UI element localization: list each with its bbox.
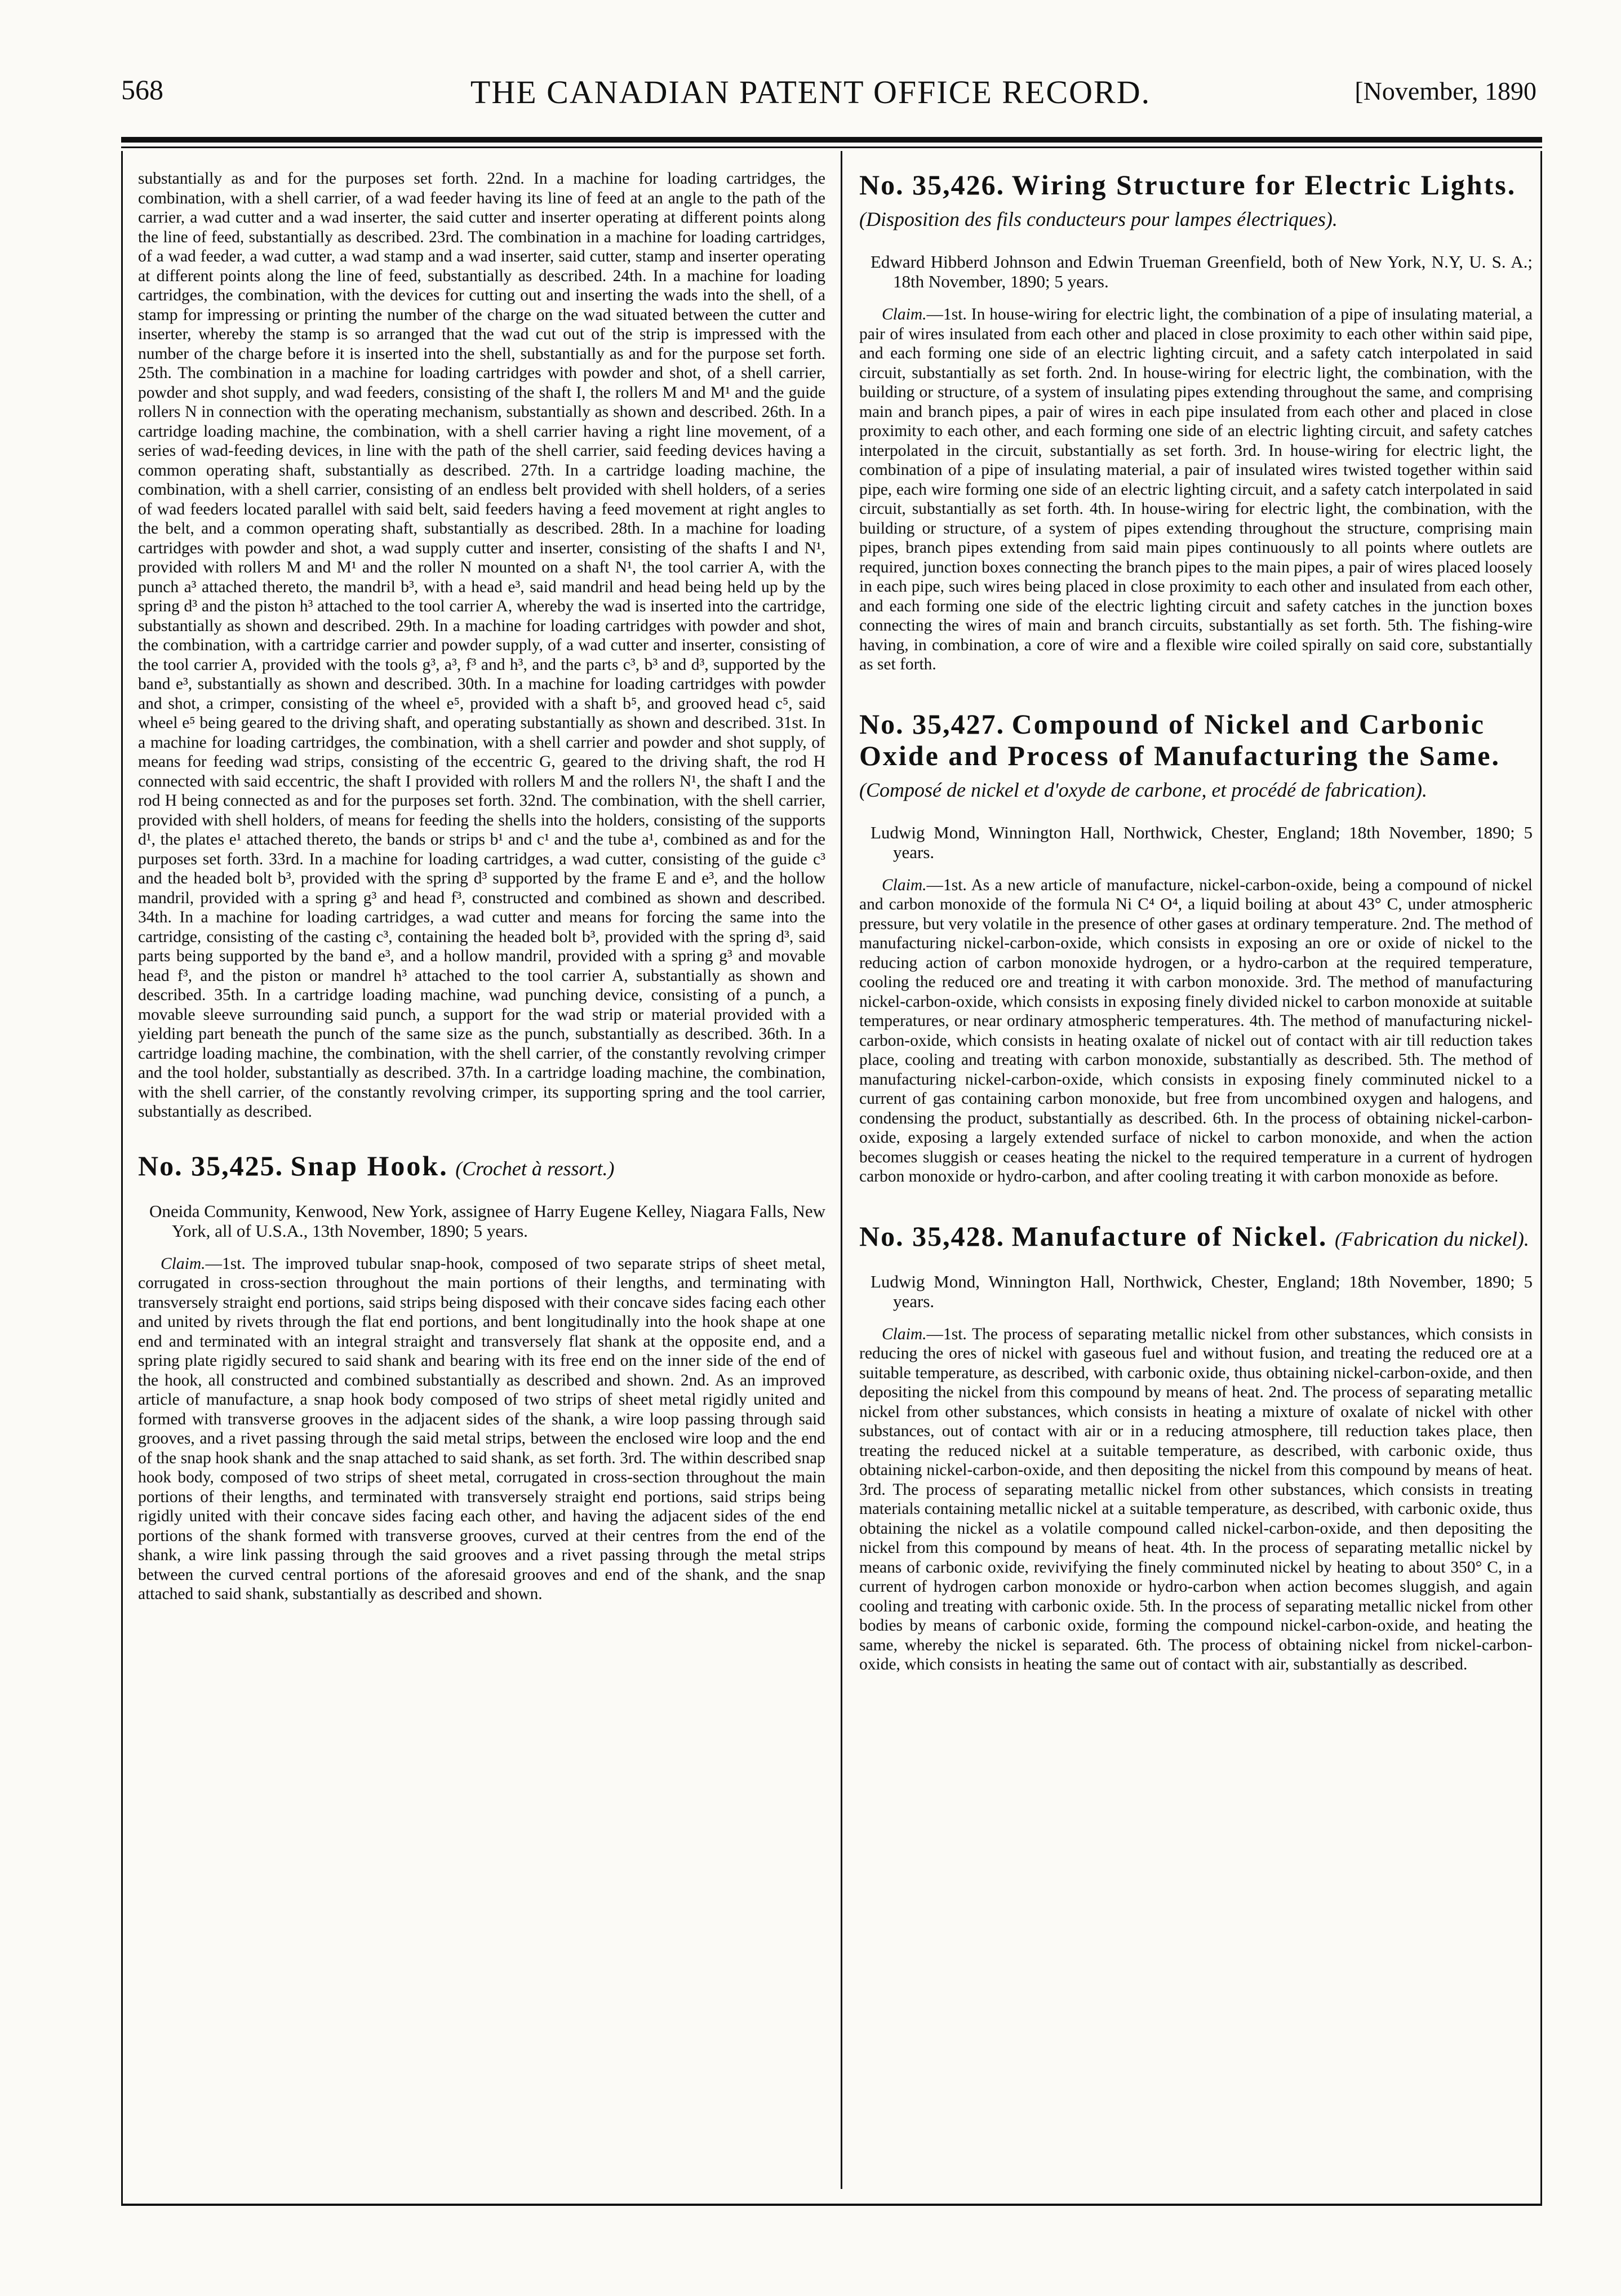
patent-heading — [859, 708, 1533, 806]
claim-label: Claim. — [882, 1325, 927, 1343]
patent-title: Snap Hook. — [290, 1149, 448, 1182]
right-column — [859, 169, 1533, 2189]
patent-french-title: (Composé de nickel et d'oxyde de carbone, et procédé de fabrication). — [859, 778, 1428, 801]
patent-title: Compound of Nickel and Carbonic Oxide and Process of Manufacturing the Same. — [859, 708, 1500, 771]
claim-label: Claim. — [161, 1254, 206, 1273]
patent-heading — [859, 169, 1533, 235]
claim-text: —1st. In house-wiring for electric light, the combination of a pipe of insulating material, a pair of wires insulated from each other and placed in close proximity to each other within said pipe, and each forming one side of an electric lighting circuit, and a safety catch interpolated in said circuit, substantially as set forth. 2nd. In house-wiring for electric light, the combination, with the building or structure, of a system of insulating pipes extending throughout the same, and comprising main and branch pipes, a pair of wires in each pipe insulated from each other and placed in close proximity to each other, and each forming one side of an electric lighting circuit, and safety catches interpolated in the circuit, substantially as set forth. 3rd. In house-wiring for electric light, the combination of a pipe of insulating material, a pair of insulated wires twisted together within said pipe, each wire forming one side of an electric lighting circuit, and a safety catch interpolated in said circuit, substantially as set forth. 4th. In house-wiring for electric light, the combination, with the building or structure, of a system of pipes extending throughout the structure, comprising main pipes, branch pipes extending from said main pipes continuously to all points where outlets are required, junction boxes connecting the branch pipes to the main pipes, a pair of wires placed loosely in each pipe, such wires being placed in close proximity to each other and insulated from each other, and each forming one side of the electric lighting circuit and safety catches in the junction boxes connecting the wires of main and branch circuits, substantially as set forth. 5th. The fishing-wire having, in combination, a core of wire and a flexible wire coiled spirally on said core, substantially as set forth. — [859, 305, 1533, 673]
left-column — [138, 169, 825, 2189]
continued-claims-text: substantially as and for the purposes set forth. 22nd. In a machine for loading cartridges, the combination, with a shell carrier, of a wad feeder having its line of feed at an angle to the path of the carrier, a wad cutter and a wad inserter, the said cutter and inserter operating at different points along the line of feed, substantially as described. 23rd. The combination in a machine for loading cartridges, of a wad feeder, a wad cutter, a wad stamp and a wad inserter, said cutter, stamp and inserter operating at different points along the line of feed, substantially as described. 24th. In a machine for loading cartridges, the combination, with the devices for cutting out and inserting the wads into the shell, of a stamp for impressing or printing the number of the charge on the wad situated between the cutter and inserter, whereby the stamp is so arranged that the wad cut out of the strip is impressed with the number of the charge before it is inserted into the shell, substantially as and for the purpose set forth. 25th. The combination in a machine for loading cartridges with powder and shot, of a shell carrier, powder and shot supply, and wad feeders, consisting of the shaft I, the rollers M and M¹ and the guide rollers N in connection with the operating mechanism, substantially as shown and described. 26th. In a cartridge loading machine, the combination, with a shell carrier having a right line movement, of a series of wad-feeding devices, in line with the path of the shell carrier, said feeding devices having a common operating shaft, substantially as described. 27th. In a cartridge loading machine, the combination, with a shell carrier, consisting of an endless belt provided with shell holders, of a series of wad feeders located parallel with said belt, said feeders having a feed movement at right angles to the belt, and a common operating shaft, substantially as described. 28th. In a machine for loading cartridges with powder and shot, a wad supply cutter and inserter, consisting of the shafts I and N¹, provided with rollers M and M¹ and the roller N mounted on a shaft N¹, the tool carrier A, with the punch a³ attached thereto, the mandril b³, with a head e³, said mandril and head being held up by the spring d³ and the piston h³ attached to the tool carrier A, whereby the wad is inserted into the cartridge, substantially as shown and described. 29th. In a machine for loading cartridges with powder and shot, the combination, with a cartridge carrier and powder supply, of a wad cutter and inserter, consisting of the tool carrier A, provided with the tools g³, a³, f³ and h³, and the parts c³, b³ and d³, supported by the band e³, substantially as shown and described. 30th. In a machine for loading cartridges with powder and shot, a crimper, consisting of the wheel e⁵, provided with a shaft b⁵, and grooved head c⁵, said wheel e⁵ being geared to the driving shaft, and operating substantially as shown and described. 31st. In a machine for loading cartridges, the combination, with a shell carrier and powder and shot supply, of means for feeding wad strips, consisting of the eccentric G, geared to the driving shaft, the rod H connected with said eccentric, the shaft I provided with rollers M and the rollers N¹, the shaft I and the rod H being connected as and for the purposes set forth. 32nd. The combination, with the shell carrier, provided with shell holders, of means for feeding the shells into the holders, consisting of the supports d¹, the plates e¹ attached thereto, the bands or strips b¹ and c¹ and the tube a¹, combined as and for the purposes set forth. 33rd. In a machine for loading cartridges, a wad cutter, consisting of the guide c³ and the headed bolt b³, provided with the spring d³ supported by the frame E and e³, and the hollow mandril, provided with a spring g³ and head f³, constructed and combined as shown and described. 34th. In a machine for loading cartridges, a wad cutter and means for forcing the same into the cartridge, consisting of the casting c³, containing the headed bolt b³, provided with the spring d³, said parts being supported by the band e³, and a hollow mandril, provided with a spring g³ and movable head f³, and the piston or mandrel h³ attached to the tool carrier A, substantially as shown and described. 35th. In a cartridge loading machine, wad punching device, consisting of a punch, a movable sleeve surrounding said punch, a support for the wad strip or material provided with a yielding part beneath the punch of the same size as the punch, substantially as described. 36th. In a cartridge loading machine, the combination, with the shell carrier, of the constantly revolving crimper and the tool holder, substantially as described. 37th. In a cartridge loading machine, the combination, with the shell carrier, of the constantly revolving crimper, its supporting spring and the tool carrier, substantially as described. — [138, 170, 825, 1121]
patent-entry-35428 — [859, 1220, 1533, 1675]
patent-entry-35427 — [859, 708, 1533, 1187]
patent-entry-35426 — [859, 169, 1533, 674]
patent-claims — [859, 1325, 1533, 1675]
claim-text: —1st. The process of separating metallic nickel from other substances, which consists in reducing the ores of nickel with gaseous fuel and without fusion, and treating the reduced ore at a suitable temperature, as described, with carbonic oxide, thus obtaining nickel-carbon-oxide, and then depositing the nickel from this compound by means of heat. 2nd. The process of separating metallic nickel from other substances, which consists in heating a mixture of oxalate of nickel with other substances, out of contact with air or in a reducing atmosphere, till reduction takes place, then treating the reduced nickel at a suitable temperature, as described, with carbonic oxide, thus obtaining nickel-carbon-oxide, and then depositing the nickel from this compound by means of heat. 3rd. The process of separating metallic nickel from other substances, which consists in treating materials containing metallic nickel at a suitable temperature, as described, with carbonic oxide, thus obtaining the nickel as a volatile compound called nickel-carbon-oxide, and then depositing the nickel from this compound by means of heat. 4th. In the process of separating metallic nickel by means of carbonic oxide, revivifying the finely comminuted nickel by heating to about 350° C, in a current of hydrogen carbon monoxide or hydro-carbon when action becomes sluggish, and again cooling and treating with carbonic oxide. 5th. In the process of separating metallic nickel from other bodies by means of carbonic oxide, forming the compound nickel-carbon-oxide, and heating the same, whereby the nickel is separated. 6th. The process of obtaining nickel from nickel-carbon-oxide, which consists in heating the same out of contact with air, substantially as described. — [859, 1325, 1533, 1673]
patent-claims — [859, 305, 1533, 674]
patent-title: Manufacture of Nickel. — [1011, 1220, 1328, 1252]
claim-text: —1st. As a new article of manufacture, nickel-carbon-oxide, being a compound of nickel and carbon monoxide of the formula Ni C⁴ O⁴, a liquid boiling at about 43° C, under atmospheric pressure, but very volatile in the presence of other gases at ordinary temperature. 2nd. The method of manufacturing nickel-carbon-oxide, which consists in exposing an ore or oxide of nickel to the reducing action of carbon monoxide hydrogen, or a hydro-carbon at the required temperature, cooling the reduced ore and treating it with carbon monoxide. 3rd. The method of manufacturing nickel-carbon-oxide, which consists in exposing finely divided nickel to carbon monoxide at suitable temperatures, or near ordinary atmospheric temperatures. 4th. The method of manufacturing nickel-carbon-oxide, which consists in heating oxalate of nickel out of contact with air till reduction takes place, cooling and treating with carbon monoxide, substantially as described. 5th. The method of manufacturing nickel-carbon-oxide, which consists in exposing finely comminuted nickel to a current of gas containing carbon monoxide, but free from uncombined oxygen and halogens, and condensing the product, substantially as described. 6th. In the process of obtaining nickel-carbon-oxide, exposing a largely extended surface of nickel to carbon monoxide, and when the action becomes sluggish or ceases heating the nickel to the required temperature in a current of hydrogen carbon monoxide or hydro-carbon, and after cooling treating it with carbon monoxide as before. — [859, 876, 1533, 1185]
patent-heading — [138, 1150, 825, 1184]
patent-number: No. 35,427. — [859, 708, 1005, 740]
patent-heading — [859, 1220, 1533, 1255]
patent-number: No. 35,425. — [138, 1149, 284, 1182]
patent-claims — [138, 1254, 825, 1604]
patent-claims — [859, 876, 1533, 1187]
patent-french-title: (Fabrication du nickel). — [1334, 1227, 1529, 1250]
claim-label: Claim. — [882, 305, 927, 323]
claim-text: —1st. The improved tubular snap-hook, composed of two separate strips of sheet metal, corrugated in cross-section throughout the main portions of their lengths, and terminating with transversely straight end portions, said strips being disposed with their concave sides facing each other and united by rivets through the flat end portions, and bent longitudinally into the hook shape at one end and terminated with an integral straight and transversely flat shank at the opposite end, and a spring plate rigidly secured to said shank and bearing with its free end on the inner side of the end of the hook, all constructed and combined substantially as described and shown. 2nd. As an improved article of manufacture, a snap hook body composed of two strips of sheet metal rigidly united and formed with transverse grooves in the adjacent sides of the shank, a wire loop passing through said grooves, and a rivet passing through the said metal strips, between the enclosed wire loop and the end of the snap hook shank and the snap attached to said shank, as set forth. 3rd. The within described snap hook body, composed of two strips of sheet metal, corrugated in cross-section throughout the main portions of their lengths, and terminated with transversely straight end portions, said strips being rigidly united with their concave sides facing each other, and having the adjacent sides of the end portions of the shank formed with transverse grooves, curved at their centres from the end of the shank, a wire link passing through the said grooves and a rivet passing through the metal strips between the curved central portions of the aforesaid grooves and end of the shank, and the snap attached to said shank, substantially as described and shown. — [138, 1254, 825, 1603]
patent-number: No. 35,426. — [859, 169, 1005, 201]
patent-grantee: Ludwig Mond, Winnington Hall, Northwick, Chester, England; 18th November, 1890; 5 years. — [871, 822, 1533, 862]
patent-grantee: Ludwig Mond, Winnington Hall, Northwick, Chester, England; 18th November, 1890; 5 years. — [871, 1271, 1533, 1311]
patent-grantee: Oneida Community, Kenwood, New York, assignee of Harry Eugene Kelley, Niagara Falls, New York, all of U.S.A., 13th November, 1890; 5 years. — [149, 1201, 825, 1241]
footer-rule — [121, 2204, 1542, 2206]
page-number: 568 — [121, 74, 163, 105]
page-header — [0, 73, 1621, 124]
patent-french-title: (Disposition des fils conducteurs pour lampes électriques). — [859, 208, 1338, 230]
patent-number: No. 35,428. — [859, 1220, 1005, 1252]
patent-french-title: (Crochet à ressort.) — [455, 1157, 615, 1180]
patent-entry-35425 — [138, 1150, 825, 1604]
header-rule-thick — [121, 137, 1542, 143]
journal-title: THE CANADIAN PATENT OFFICE RECORD. — [470, 74, 1151, 110]
patent-title: Wiring Structure for Electric Lights. — [1011, 169, 1517, 201]
patent-grantee: Edward Hibberd Johnson and Edwin Trueman Greenfield, both of New York, N.Y, U. S. A.; 18th November, 1890; 5 years. — [871, 252, 1533, 291]
issue-date: [November, 1890 — [1354, 77, 1536, 105]
column-divider — [841, 151, 842, 2189]
claim-label: Claim. — [882, 876, 927, 894]
header-rule-thin — [121, 146, 1542, 148]
